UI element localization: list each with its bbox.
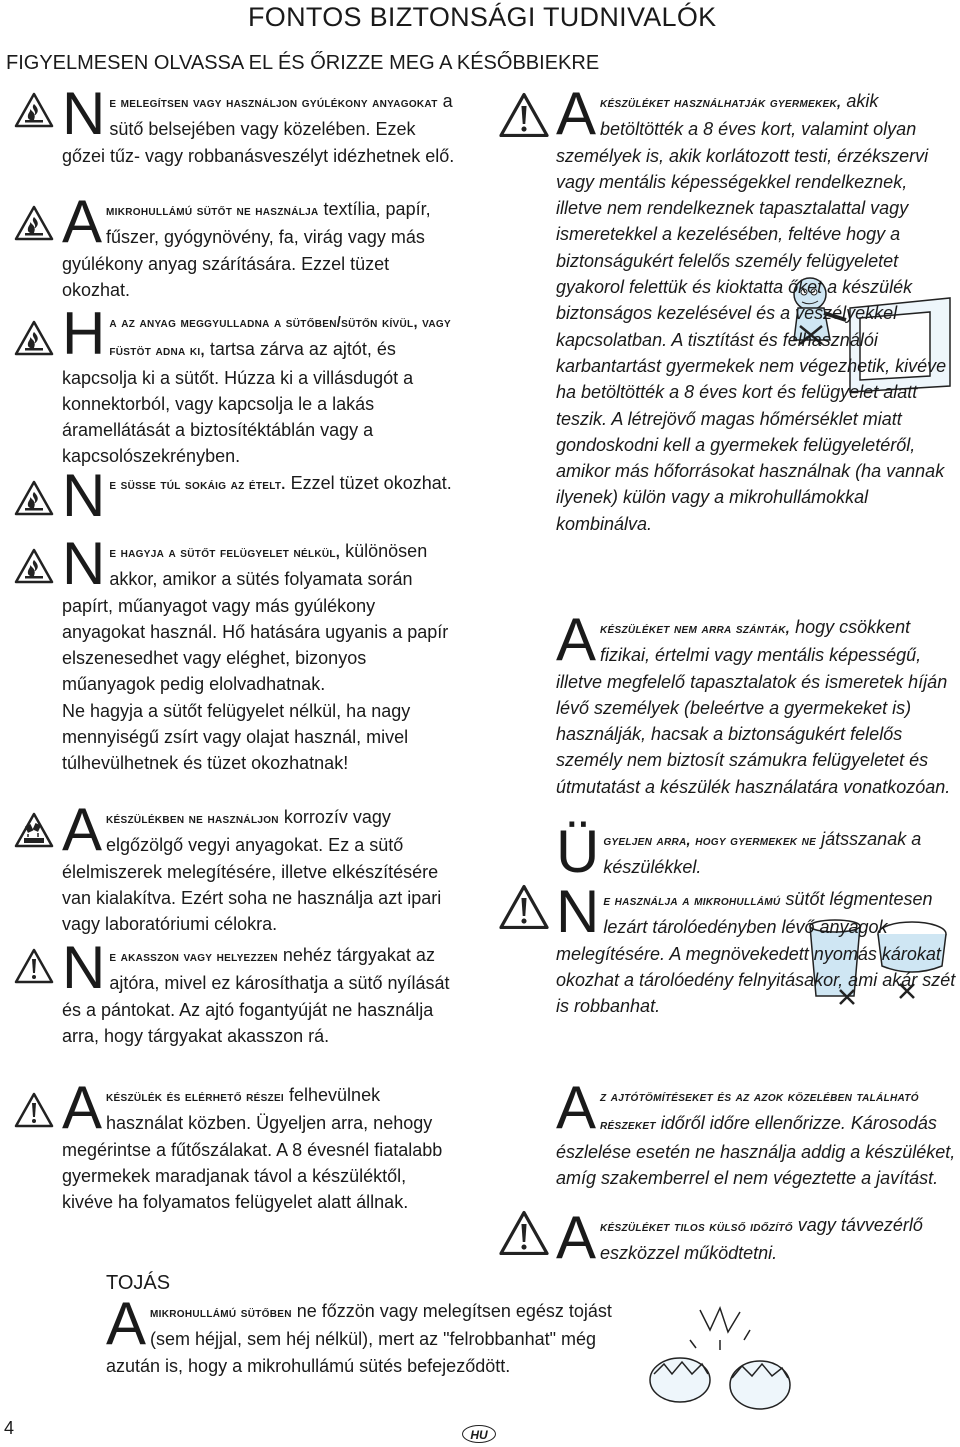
drop-cap: H [62,300,106,367]
drop-cap: A [556,80,597,147]
warning-item-9 [556,80,956,537]
warning-item-2 [62,188,462,303]
drop-cap: A [106,1290,147,1357]
item-lead: e akasszon vagy helyezzen [109,949,278,965]
item-lead: e melegítsen vagy használjon gyúlékony anyagokat [109,95,438,111]
item-lead: készülék és elérhető részei [106,1089,285,1105]
item-text: játsszanak a készülékkel. [603,829,922,878]
drop-cap: A [62,1074,103,1141]
warning-item-7 [62,934,462,1049]
exclamation-warning-icon [14,948,54,984]
exclamation-warning-icon [498,1210,550,1256]
corrosive-warning-icon [14,812,54,848]
item-text: textília, papír, fűszer, gyógynövény, fa, virág vagy más gyúlékony anyag szárítására. Ezzel tüzet okozhat. [62,199,431,300]
item-text: Ezzel tüzet okozhat. [285,473,452,493]
flame-warning-icon [14,320,54,356]
item-lead: e hagyja a sütőt felügyelet nélkül, [109,545,341,561]
flame-warning-icon [14,205,54,241]
item-text: ne főzzön vagy melegítsen egész tojást (sem héjjal, sem héj nélkül), mert az "felrobbanhat" még azután is, hogy a mikrohullámú sütés befejeződött. [106,1301,612,1376]
warning-item-8 [62,1074,462,1215]
page-subtitle: FIGYELMESEN OLVASSA EL ÉS ŐRIZZE MEG A KÉSŐBBIEKRE [6,52,600,74]
warning-item-1 [62,80,462,169]
language-badge: HU [462,1425,496,1443]
item-lead: gyeljen arra, hogy gyermekek ne [603,833,817,849]
drop-cap: A [62,188,103,255]
egg-warning [106,1290,626,1379]
item-lead: készülékben ne használjon [106,811,279,827]
item-text: vagy távvezérlő eszközzel működtetni. [600,1215,923,1264]
item-text: felhevülnek használat közben. Ügyeljen arra, nehogy megérintse a fűtőszálakat. A 8 évesnél fiatalabb gyermekek maradjanak távol a készüléktől, kivéve ha folyamatos felügyelet alatt állnak. [62,1085,443,1213]
drop-cap: A [556,1074,597,1141]
warning-item-14 [556,1204,956,1271]
drop-cap: N [62,530,106,597]
drop-cap: Ü [556,818,600,885]
item-text: hogy csökkent fizikai, értelmi vagy mentális képességű, illetve megfelelő tapasztalatok és ismeretek híján lévő személyek (beleértve a gyermekeket is) használják, hacsak a biztonságukért felelős személy nem biztosít számukra felügyeletet és útmutatást a készülék használatára vonatkozóan. [556,617,951,797]
item-text: különösen akkor, amikor a sütés folyamata során papírt, műanyagot vagy más gyúlékony anyagokat használ. Hő hatására ugyanis a papír elszenesedhet vagy eléghet, bizonyos műanyagok pedig elolvadhatnak. [62,541,449,695]
drop-cap: N [62,80,106,147]
item-lead: e süsse túl sokáig az ételt. [109,477,286,493]
item-extra: Ne hagyja a sütőt felügyelet nélkül, ha nagy mennyiségű zsírt vagy olajat használ, mivel túlhevülhetnek és tüzet okozhatnak! [62,700,411,774]
item-text: nehéz tárgyakat az ajtóra, mivel ez károsíthatja a sütő nyílását és a pántokat. Az ajtó fogantyúját ne használja arra, hogy tárgyakat akasszon rá. [62,945,450,1046]
item-text: a sütő belsejében vagy közelében. Ezek gőzei tűz- vagy robbanásveszélyt idézhetnek elő. [62,91,455,166]
flame-warning-icon [14,480,54,516]
drop-cap: N [62,934,106,1001]
item-text: sütőt légmentesen lezárt tárolóedényben lévő anyagok melegítésére. A megnövekedett nyomás károkat okozhat a tárolóedény felnyitásakor, ami akár szét is robbanhat. [556,889,956,1017]
warning-item-10 [556,606,956,800]
item-text: tartsa zárva az ajtót, és kapcsolja ki a sütőt. Húzza ki a villásdugót a konnektorból, vagy kapcsolja le a lakás áramellátását a biztosítéktáblán vagy a kapcsolószekrényben. [62,339,414,467]
item-lead: mikrohullámú sütőt ne használja [106,203,319,219]
drop-cap: N [62,462,106,529]
egg-heading: TOJÁS [106,1272,171,1294]
warning-item-12 [556,878,956,1019]
page-number: 4 [4,1418,15,1438]
item-lead: a az anyag meggyulladna a sütőben/sütőn kívül, vagy füstöt adna ki, [109,315,451,360]
item-lead: készüléket nem arra szánták, [600,621,791,637]
exclamation-warning-icon [498,92,550,138]
warning-item-3 [62,300,462,470]
warning-item-6 [62,796,462,937]
drop-cap: A [556,1204,597,1271]
warning-item-13 [556,1074,956,1191]
item-text: korrozív vagy elgőzölgő vegyi anyagokat. Ez a sütő élelmiszerek melegítésére, illetve elkészítésére van kialakítva. Ezért soha ne használja azt ipari vagy laboratóriumi célokra. [62,807,442,935]
exploding-egg-illustration [640,1290,810,1425]
page-title: FONTOS BIZTONSÁGI TUDNIVALÓK [248,2,717,32]
drop-cap: A [556,606,597,673]
exclamation-warning-icon [14,1092,54,1128]
flame-warning-icon [14,92,54,128]
item-text: akik betöltötték a 8 éves kort, valamint olyan személyek is, akik korlátozott testi, érzékszervi vagy mentális képességekkel rendelkeznek, illetve nem rendelkeznek tapasztalattal vagy ismeretekkel a kezelésében, feltéve hogy a biztonságukért felelős személy felügyeletet gyakorol felettük és kioktatta őket a készülék biztonságos kezelésével és a veszélyekkel kapcsolatban. A tisztítást és felhasználói karbantartást gyermekek nem végezhetik, kivéve ha betöltötték a 8 éves kort és felügyelet alatt teszik. A létrejövő magas hőmérséklet miatt gondoskodni kell a gyermekek felügyeletéről, amikor más hőforrásokat használnak (ha vannak ilyenek) külön vagy a mikrohullámokkal kombinálva. [556,91,947,534]
warning-item-5 [62,530,462,777]
flame-warning-icon [14,548,54,584]
item-lead: készüléket tilos külső időzítő [600,1219,793,1235]
drop-cap: N [556,878,600,945]
exclamation-warning-icon [498,884,550,930]
item-lead: e használja a mikrohullámú [603,893,781,909]
warning-item-11 [556,818,956,885]
drop-cap: A [62,796,103,863]
item-text: időről időre ellenőrizze. Károsodás észlelése esetén ne használja addig a készüléket, amíg szakemberrel el nem végeztette a javítást. [556,1113,956,1188]
warning-item-4 [62,462,462,529]
item-lead: z ajtótömítéseket és az azok közelében található részeket [600,1089,919,1134]
item-lead: készüléket használhatják gyermekek, [600,95,842,111]
item-lead: mikrohullámú sütőben [150,1305,292,1321]
